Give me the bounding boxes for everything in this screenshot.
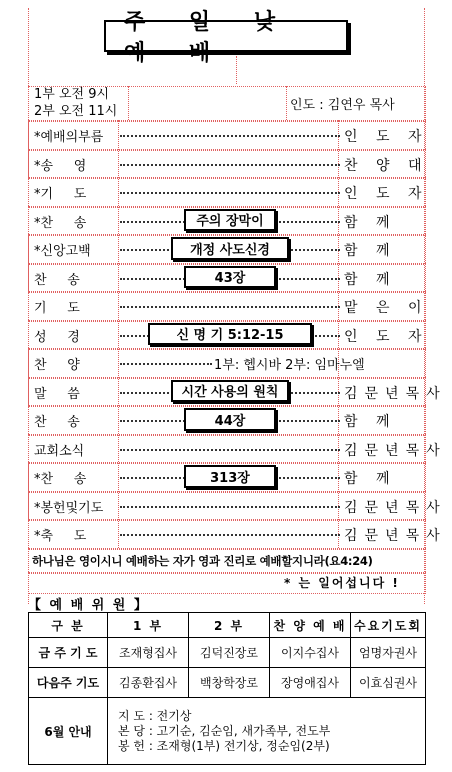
staff-cell: 백창학장로 — [189, 668, 270, 698]
order-leader: 함 께 — [344, 414, 397, 430]
staff-cell: 김종환집사 — [108, 668, 189, 698]
guide-line — [286, 86, 287, 120]
staff-row — [29, 638, 426, 668]
order-leader: 인 도 자 — [344, 186, 429, 202]
order-leader: 맡 은 이 — [344, 300, 429, 316]
leader-dots — [120, 192, 340, 194]
order-item: 신 명 기 5:12-15 — [148, 323, 312, 346]
bulletin-title: 주 일 낮 예 배 — [104, 20, 348, 52]
order-label: *봉헌및기도 — [34, 500, 104, 516]
staff-title: 【 예 배 위 원 】 — [28, 598, 149, 613]
staff-cell: 이효심권사 — [351, 668, 426, 698]
leader-dots — [120, 164, 340, 166]
order-leader: 찬 양 대 — [344, 157, 429, 174]
staff-header: 2 부 — [189, 613, 270, 638]
order-leader: 김문년목사 — [344, 442, 447, 459]
staff-cell: 금 주 기 도 — [29, 638, 108, 668]
staff-header: 구 분 — [29, 613, 108, 638]
leader-dots — [120, 306, 340, 308]
order-label: *예배의부름 — [34, 130, 104, 145]
guide-line — [128, 86, 129, 120]
order-item: 시간 사용의 원칙 — [171, 380, 289, 403]
leader-dots — [120, 363, 212, 365]
leader-dots — [120, 506, 340, 508]
staff-cell: 이지수집사 — [270, 638, 351, 668]
order-item: 43장 — [184, 266, 276, 289]
staff-header: 1 부 — [108, 613, 189, 638]
order-leader: 1부: 헵시바 2부: 임마누엘 — [214, 358, 365, 373]
order-leader: 김문년목사 — [344, 499, 447, 516]
order-label: *축 도 — [34, 529, 87, 544]
stand-note: * 는 일어섭니다 ! — [284, 576, 400, 590]
leader-dots — [120, 534, 340, 536]
order-label: 찬 송 — [34, 272, 80, 288]
june-line: 지 도 : 전기상 — [118, 708, 192, 723]
order-leader: 인 도 자 — [344, 129, 429, 145]
staff-row — [29, 668, 426, 698]
order-item: 개정 사도신경 — [171, 237, 289, 260]
order-leader: 함 께 — [344, 214, 397, 231]
order-label: 성 경 — [34, 329, 80, 345]
order-item: 주의 장막이 — [184, 209, 276, 232]
june-line: 본 당 : 고기순, 김순임, 새가족부, 전도부 — [118, 723, 331, 738]
june-info — [108, 698, 426, 765]
staff-cell: 다음주 기도 — [29, 668, 108, 698]
order-label: 교회소식 — [34, 443, 85, 459]
order-item: 313장 — [184, 465, 276, 488]
leader-dots — [120, 135, 340, 137]
staff-header-row — [29, 613, 426, 638]
staff-header: 찬 양 예 배 — [270, 613, 351, 638]
june-label: 6월 안내 — [29, 698, 108, 765]
order-label: 기 도 — [34, 301, 80, 316]
service-time-second: 2부 오전 11시 — [34, 104, 118, 119]
staff-header: 수요기도회 — [351, 613, 426, 638]
service-times — [34, 86, 117, 120]
order-leader: 함 께 — [344, 271, 397, 288]
order-label: 찬 송 — [34, 415, 80, 430]
order-leader: 함 께 — [344, 243, 397, 259]
order-label: *찬 송 — [34, 472, 87, 487]
order-leader: 김문년목사 — [344, 385, 447, 402]
order-label: *기 도 — [34, 187, 87, 202]
order-label: 말 씀 — [34, 386, 80, 402]
order-item: 44장 — [184, 408, 276, 431]
scripture-verse: 하나님은 영이시니 예배하는 자가 영과 진리로 예배할지니라(요4:24) — [32, 554, 373, 568]
leader-dots — [120, 449, 340, 451]
order-label: *신앙고백 — [34, 244, 91, 259]
staff-cell: 조재형집사 — [108, 638, 189, 668]
leader-label: 인도 : 김연우 목사 — [290, 98, 395, 113]
order-leader: 인 도 자 — [344, 328, 429, 345]
service-time-first: 1부 오전 9시 — [34, 87, 110, 102]
staff-cell: 엄명자권사 — [351, 638, 426, 668]
order-label: *송 영 — [34, 158, 87, 174]
order-leader: 김문년목사 — [344, 528, 447, 544]
order-leader: 함 께 — [344, 471, 397, 487]
staff-cell: 장영애집사 — [270, 668, 351, 698]
june-line: 봉 헌 : 조재형(1부) 전기상, 정순임(2부) — [118, 738, 330, 753]
june-info-row — [29, 698, 426, 765]
order-label: *찬 송 — [34, 215, 87, 231]
staff-cell: 김덕진장로 — [189, 638, 270, 668]
worship-staff-table — [28, 612, 426, 765]
order-label: 찬 양 — [34, 358, 80, 373]
